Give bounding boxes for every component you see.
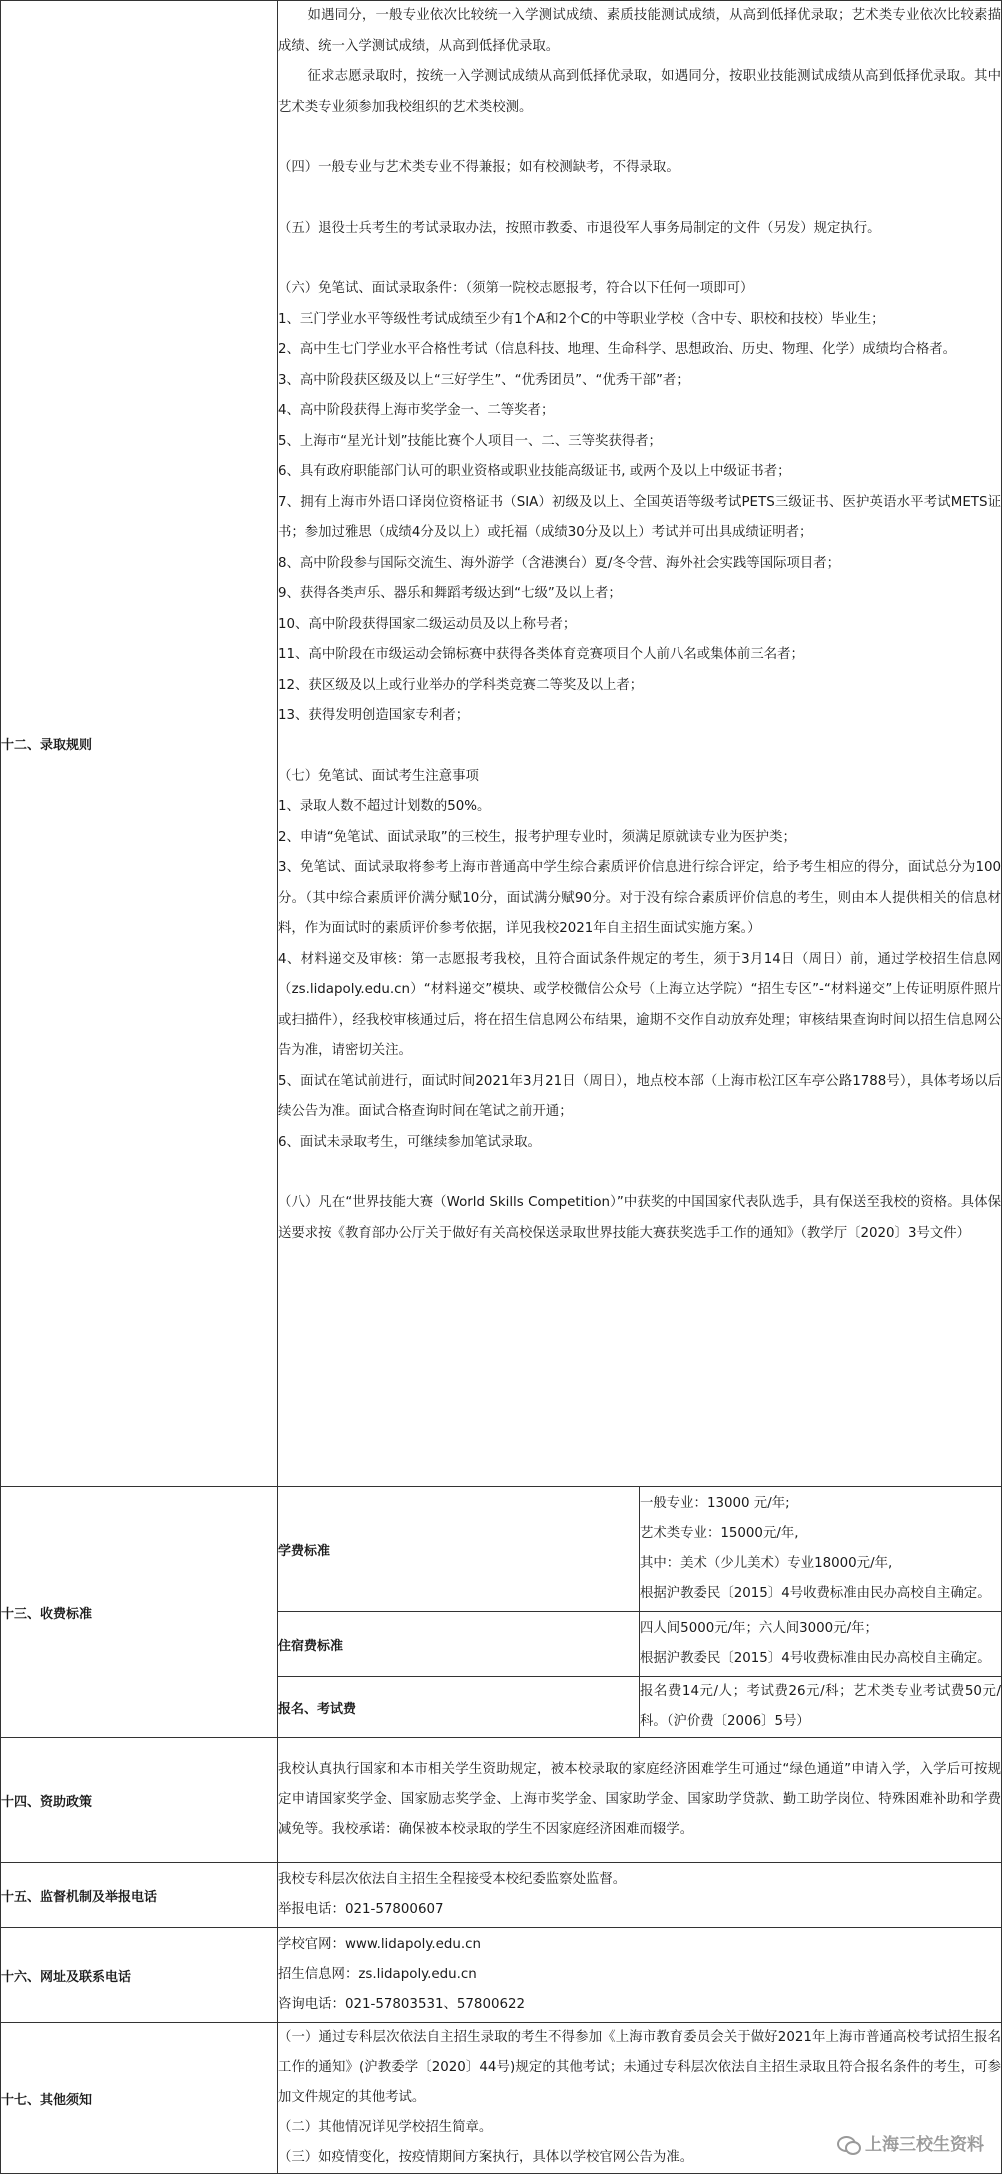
tuition-line: 艺术类专业：15000元/年,	[640, 1526, 799, 1541]
contact-line: 咨询电话：021-57803531、57800622	[278, 1997, 526, 2012]
note-line: （三）如疫情变化，按疫情期间方案执行，具体以学校官网公告为准。	[278, 2150, 694, 2165]
label-exam-fee: 报名、考试费	[278, 1677, 640, 1738]
list-item: 2、申请“免笔试、面试录取”的三校生，报考护理专业时，须满足原就读专业为医护类；	[278, 829, 796, 845]
supervision-line: 举报电话：021-57800607	[278, 1902, 444, 1917]
list-item: 1、三门学业水平等级性考试成绩至少有1个A和2个C的中等职业学校（含中专、职校和技校）毕业生；	[278, 311, 885, 327]
supervision-line: 我校专科层次依法自主招生全程接受本校纪委监察处监督。	[278, 1872, 627, 1887]
note-line: （二）其他情况详见学校招生简章。	[278, 2120, 493, 2135]
exam-fee-line: 报名费14元/人；考试费26元/科；艺术类专业考试费50元/科。（沪价费〔2006〕5号）	[640, 1684, 1001, 1729]
list-item: 7、拥有上海市外语口译岗位资格证书（SIA）初级及以上、全国英语等级考试PETS三级证书、医护英语水平考试METS证书；参加过雅思（成绩4分及以上）或托福（成绩30分及以上）考试并可出具成绩证明者；	[278, 494, 1001, 540]
para-rule-6-title: （六）免笔试、面试录取条件：（须第一院校志愿报考，符合以下任何一项即可）	[278, 281, 754, 296]
content-exam-fee	[640, 1677, 1002, 1738]
label-tuition: 学费标准	[278, 1487, 640, 1612]
list-item: 12、获区级及以上或行业举办的学科类竞赛二等奖及以上者；	[278, 677, 644, 693]
label-aid-policy: 十四、资助政策	[1, 1738, 278, 1863]
list-item: 13、获得发明创造国家专利者；	[278, 708, 470, 723]
content-supervision	[278, 1863, 1002, 1928]
tuition-line: 根据沪教委民〔2015〕4号收费标准由民办高校自主确定。	[640, 1586, 991, 1601]
tuition-line: 一般专业：13000 元/年;	[640, 1496, 790, 1511]
dorm-line: 四人间5000元/年；六人间3000元/年；	[640, 1621, 878, 1636]
list-item: 10、高中阶段获得国家二级运动员及以上称号者；	[278, 616, 577, 632]
content-contacts	[278, 1928, 1002, 2023]
label-other-notes: 十七、其他须知	[1, 2023, 278, 2174]
content-aid-policy	[278, 1738, 1002, 1863]
row-admission-rules	[1, 1, 1002, 1487]
label-fees: 十三、收费标准	[1, 1487, 278, 1738]
tuition-line: 其中：美术（少儿美术）专业18000元/年,	[640, 1556, 893, 1571]
para-rule-8: （八）凡在“世界技能大赛（World Skills Competition）”中获奖的中国国家代表队选手，具有保送至我校的资格。具体保送要求按《教育部办公厅关于做好有关高校保送录取世界技能大赛获奖选手工作的通知》（教学厅〔2020〕3号文件）	[278, 1195, 1001, 1241]
list-item: 2、高中生七门学业水平合格性考试（信息科技、地理、生命科学、思想政治、历史、物理、化学）成绩均合格者。	[278, 342, 957, 357]
label-supervision: 十五、监督机制及举报电话	[1, 1863, 278, 1928]
row-aid-policy	[1, 1738, 1002, 1863]
label-contacts: 十六、网址及联系电话	[1, 1928, 278, 2023]
para-tie-break-1: 如遇同分，一般专业依次比较统一入学测试成绩、素质技能测试成绩，从高到低择优录取；艺术类专业依次比较素描成绩、统一入学测试成绩，从高到低择优录取。	[278, 8, 1001, 54]
content-tuition	[640, 1487, 1002, 1612]
list-item: 1、录取人数不超过计划数的50%。	[278, 799, 491, 814]
list-item: 5、面试在笔试前进行，面试时间2021年3月21日（周日），地点校本部（上海市松江区车亭公路1788号），具体考场以后续公告为准。面试合格查询时间在笔试之前开通；	[278, 1073, 1001, 1119]
contact-line: 招生信息网：zs.lidapoly.edu.cn	[278, 1967, 477, 1982]
content-admission-rules	[278, 1, 1002, 1487]
contact-line: 学校官网：www.lidapoly.edu.cn	[278, 1937, 481, 1952]
list-item: 3、免笔试、面试录取将参考上海市普通高中学生综合素质评价信息进行综合评定，给予考生相应的得分，面试总分为100分。（其中综合素质评价满分赋10分，面试满分赋90分。对于没有综合素质评价信息的考生，则由本人提供相关的信息材料，作为面试时的素质评价参考依据，详见我校2021年自主招生面试实施方案。）	[278, 860, 1001, 936]
list-item: 8、高中阶段参与国际交流生、海外游学（含港澳台）夏/冬令营、海外社会实践等国际项目者；	[278, 555, 841, 571]
aid-policy-text: 我校认真执行国家和本市相关学生资助规定，被本校录取的家庭经济困难学生可通过“绿色通道”申请入学，入学后可按规定申请国家奖学金、国家励志奖学金、上海市奖学金、国家助学金、国家助学贷款、勤工助学岗位、特殊困难补助和学费减免等。我校承诺：确保被本校录取的学生不因家庭经济困难而辍学。	[278, 1762, 1001, 1837]
note-line: （一）通过专科层次依法自主招生录取的考生不得参加《上海市教育委员会关于做好2021年上海市普通高校考试招生报名工作的通知》(沪教委学〔2020〕44号)规定的其他考试；未通过专科层次依法自主招生录取且符合报名条件的考生，可参加文件规定的其他考试。	[278, 2030, 1001, 2105]
para-tie-break-2: 征求志愿录取时，按统一入学测试成绩从高到低择优录取，如遇同分，按职业技能测试成绩从高到低择优录取。其中艺术类专业须参加我校组织的艺术类校测。	[278, 69, 1001, 115]
watermark	[833, 2130, 988, 2155]
label-dorm: 住宿费标准	[278, 1612, 640, 1677]
para-rule-5: （五）退役士兵考生的考试录取办法，按照市教委、市退役军人事务局制定的文件（另发）规定执行。	[278, 220, 881, 236]
content-dorm	[640, 1612, 1002, 1677]
para-rule-7-title: （七）免笔试、面试考生注意事项	[278, 768, 479, 784]
list-item: 6、面试未录取考生，可继续参加笔试录取。	[278, 1134, 541, 1150]
list-item: 6、具有政府职能部门认可的职业资格或职业技能高级证书, 或两个及以上中级证书者；	[278, 464, 791, 479]
list-item: 11、高中阶段在市级运动会锦标赛中获得各类体育竞赛项目个人前八名或集体前三名者；	[278, 647, 804, 662]
row-contacts	[1, 1928, 1002, 2023]
row-fees-tuition	[1, 1487, 1002, 1612]
list-item: 4、材料递交及审核：第一志愿报考我校，且符合面试条件规定的考生，须于3月14日（周日）前，通过学校招生信息网（zs.lidapoly.edu.cn）“材料递交”模块、或学校微信公众号（上海立达学院）“招生专区”-“材料递交”上传证明原件照片或扫描件），经我校审核通过后，将在招生信息网公布结果，逾期不交作自动放弃处理；审核结果查询时间以招生信息网公告为准，请密切关注。	[278, 951, 1001, 1058]
dorm-line: 根据沪教委民〔2015〕4号收费标准由民办高校自主确定。	[640, 1651, 991, 1666]
list-item: 5、上海市“星光计划”技能比赛个人项目一、二、三等奖获得者；	[278, 433, 662, 449]
row-supervision	[1, 1863, 1002, 1928]
label-admission-rules: 十二、录取规则	[1, 1, 278, 1487]
list-item: 3、高中阶段获区级及以上“三好学生”、“优秀团员”、“优秀干部”者；	[278, 372, 690, 388]
list-item: 9、获得各类声乐、器乐和舞蹈考级达到“七级”及以上者；	[278, 586, 622, 601]
wechat-icon	[837, 2134, 859, 2152]
watermark-text: 上海三校生资料	[865, 2135, 984, 2155]
para-rule-4: （四）一般专业与艺术类专业不得兼报；如有校测缺考，不得录取。	[278, 160, 680, 175]
list-item: 4、高中阶段获得上海市奖学金一、二等奖者；	[278, 403, 555, 418]
